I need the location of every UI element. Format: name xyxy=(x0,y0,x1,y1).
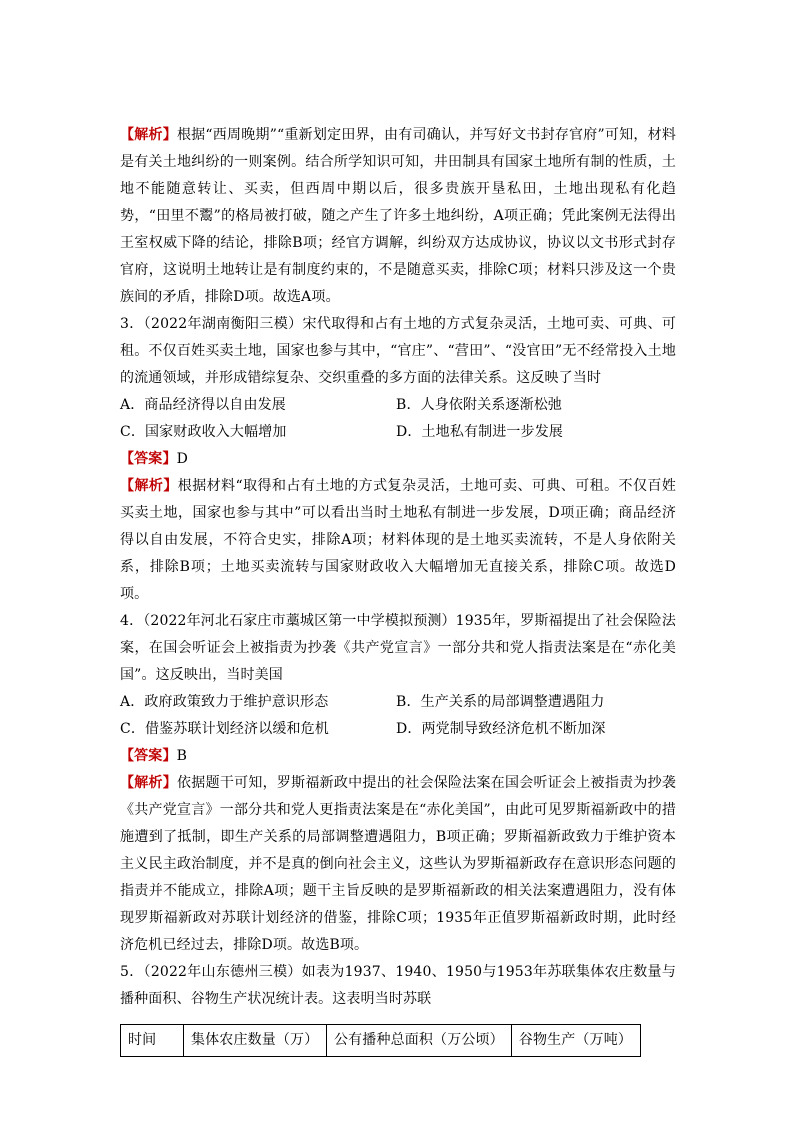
q5-stem: 5．（2022年山东德州三模）如表为1937、1940、1950与1953年苏联集体农庄数量与播种面积、谷物生产状况统计表。这表明当时苏联 xyxy=(120,964,676,1007)
document-page xyxy=(120,122,676,1057)
q3-analysis xyxy=(120,473,676,608)
analysis-text: 根据材料“取得和占有土地的方式复杂灵活，土地可卖、可典、可租。不仅百姓买卖土地，国家也参与其中”可以看出当时土地私有制进一步发展，D项正确；商品经济得以自由发展，不符合史实，排除A项；材料体现的是土地买卖流转，不是人身依附关系，排除B项；土地买卖流转与国家财政收入大幅增加无直接关系，排除C项。故选D项。 xyxy=(120,478,676,602)
table-header-cell: 时间 xyxy=(121,1025,184,1057)
q2-analysis xyxy=(120,122,676,311)
q4-answer xyxy=(120,743,676,770)
q4-analysis xyxy=(120,770,676,959)
analysis-tag: 【解析】 xyxy=(120,127,177,143)
q4-option-a[interactable]: A．政府政策致力于维护意识形态 xyxy=(120,694,329,710)
q4-options xyxy=(120,689,676,743)
analysis-tag: 【解析】 xyxy=(120,775,178,791)
q3-option-a[interactable]: A．商品经济得以自由发展 xyxy=(120,397,286,413)
q3-option-d[interactable]: D．土地私有制进一步发展 xyxy=(396,424,564,440)
table-header-cell: 谷物生产（万吨） xyxy=(511,1025,640,1057)
q3-stem: 3．（2022年湖南衡阳三模）宋代取得和占有土地的方式复杂灵活，土地可卖、可典、可租。不仅百姓买卖土地，国家也参与其中，“官庄”、“营田”、“没官田”无不经常投入土地的流通领域，并形成错综复杂、交织重叠的多方面的法律关系。这反映了当时 xyxy=(120,316,676,386)
q4-stem: 4．（2022年河北石家庄市藁城区第一中学模拟预测）1935年，罗斯福提出了社会保险法案，在国会听证会上被指责为抄袭《共产党宣言》一部分共和党人指责法案是在“赤化美国”。这反映出，当时美国 xyxy=(120,613,676,683)
analysis-text: 根据“西周晚期”“重新划定田界，由有司确认，并写好文书封存官府”可知，材料是有关土地纠纷的一则案例。结合所学知识可知，井田制具有国家土地所有制的性质，土地不能随意转让、买卖，但西周中期以后，很多贵族开垦私田，土地出现私有化趋势，“田里不鬻”的格局被打破，随之产生了许多土地纠纷，A项正确；凭此案例无法得出王室权威下降的结论，排除B项；经官方调解，纠纷双方达成协议，协议以文书形式封存官府，这说明土地转让是有制度约束的，不是随意买卖，排除C项；材料只涉及这一个贵族间的矛盾，排除D项。故选A项。 xyxy=(120,127,676,305)
q3-answer xyxy=(120,446,676,473)
q4-option-b[interactable]: B．生产关系的局部调整遭遇阻力 xyxy=(396,694,605,710)
analysis-text: 依据题干可知，罗斯福新政中提出的社会保险法案在国会听证会上被指责为抄袭《共产党宣言》一部分共和党人更指责法案是在“赤化美国”，由此可见罗斯福新政中的措施遭到了抵制，即生产关系的局部调整遭遇阻力，B项正确；罗斯福新政致力于维护资本主义民主政治制度，并不是真的倒向社会主义，这些认为罗斯福新政存在意识形态问题的指责并不能成立，排除A项；题干主旨反映的是罗斯福新政的相关法案遭遇阻力，没有体现罗斯福新政对苏联计划经济的借鉴，排除C项；1935年正值罗斯福新政时期，此时经济危机已经过去，排除D项。故选B项。 xyxy=(120,775,676,953)
q5-stats-table xyxy=(120,1024,641,1057)
answer-value: B xyxy=(176,748,188,764)
table-header-row xyxy=(121,1025,641,1057)
q3-option-b[interactable]: B．人身依附关系逐渐松弛 xyxy=(396,397,563,413)
q3-options xyxy=(120,392,676,446)
answer-tag: 【答案】 xyxy=(120,748,177,764)
table-header-cell: 集体农庄数量（万） xyxy=(184,1025,327,1057)
analysis-tag: 【解析】 xyxy=(120,478,178,494)
q3-option-c[interactable]: C．国家财政收入大幅增加 xyxy=(120,424,287,440)
q4-option-c[interactable]: C．借鉴苏联计划经济以缓和危机 xyxy=(120,721,329,737)
answer-tag: 【答案】 xyxy=(120,451,177,467)
table-header-cell: 公有播种总面积（万公顷） xyxy=(327,1025,512,1057)
q4-option-d[interactable]: D．两党制导致经济危机不断加深 xyxy=(396,721,606,737)
answer-value: D xyxy=(176,451,188,467)
